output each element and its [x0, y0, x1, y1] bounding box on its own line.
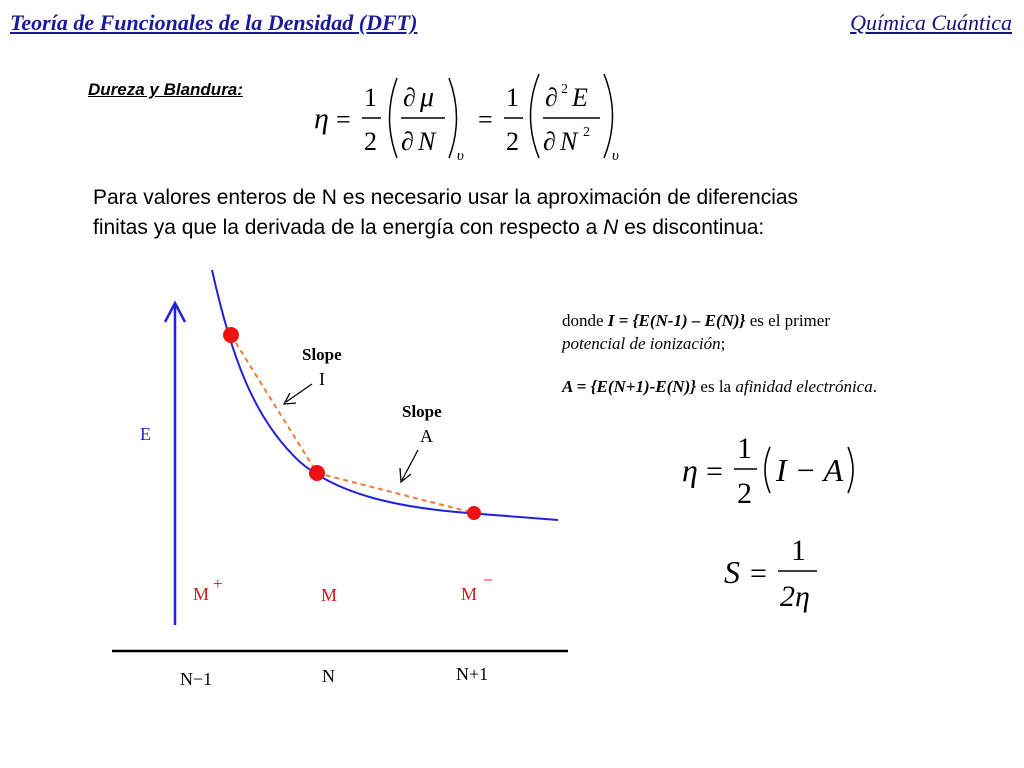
eq2-left-paren — [531, 74, 540, 158]
eq-eta: η — [314, 102, 329, 135]
softness-numerator: 1 — [791, 534, 806, 567]
eq2-N: N — [560, 127, 578, 156]
hardness-equation — [314, 74, 619, 164]
slope-A-word: Slope — [402, 402, 442, 421]
eq2-subscript: υ — [612, 148, 619, 164]
softness-lhs: S — [724, 554, 740, 590]
eta-formula-lhs: η — [682, 452, 698, 488]
species-M: M — [321, 585, 338, 605]
affinity-mid: es la — [696, 377, 736, 396]
energy-graph — [112, 270, 568, 689]
slide-title: Teoría de Funcionales de la Densidad (DFT) — [10, 10, 418, 35]
eq2-numerator: 1 — [506, 83, 519, 112]
ionization-end: ; — [720, 334, 726, 353]
species-M-minus-sup: − — [483, 570, 494, 590]
ionization-pre: donde — [562, 311, 608, 330]
eq-equals-1: = — [336, 105, 351, 134]
eq2-power-bottom: 2 — [583, 125, 590, 140]
energy-curve — [212, 270, 558, 520]
slope-A-secant — [317, 473, 474, 513]
species-M-plus-sup: + — [213, 574, 223, 593]
eq1-left-paren — [390, 78, 398, 158]
eq1-numerator: 1 — [364, 83, 377, 112]
affinity-formula: A = {E(N+1)-E(N)} — [562, 377, 697, 396]
eta-formula-body: I − A — [776, 452, 844, 488]
eta-formula-left-paren — [765, 447, 770, 493]
x-tick-label-n-minus-1: N−1 — [180, 669, 213, 689]
ionization-mid: es el primer — [745, 311, 830, 330]
eta-formula — [682, 432, 853, 510]
affinity-end: . — [872, 377, 877, 396]
intro-line-2-post: es discontinua: — [618, 216, 765, 239]
slope-A-letter: A — [420, 426, 433, 446]
x-tick-label-n: N — [322, 666, 335, 686]
softness-formula — [724, 534, 817, 613]
point-n — [309, 465, 325, 481]
eq2-E: E — [572, 83, 588, 112]
slope-I-letter: I — [319, 369, 325, 389]
ionization-term: potencial de ionización — [562, 334, 721, 353]
affinity-term: afinidad electrónica — [735, 377, 873, 396]
softness-denominator: 2η — [780, 580, 810, 613]
eq2-partial-top: ∂ — [545, 83, 558, 112]
eq1-N: N — [418, 127, 436, 156]
eta-formula-numerator: 1 — [737, 432, 752, 465]
eq1-partial-bottom: ∂ — [401, 127, 414, 156]
eq2-partial-bottom: ∂ — [543, 127, 556, 156]
eta-formula-right-paren — [848, 447, 853, 493]
eq1-denominator: 2 — [364, 127, 377, 156]
eq1-partial-top: ∂ — [403, 83, 416, 112]
slope-I-word: Slope — [302, 345, 342, 364]
intro-line-2-pre: finitas ya que la derivada de la energía con respecto a — [93, 216, 604, 239]
eq1-right-paren — [449, 78, 457, 158]
point-n-plus-1 — [467, 506, 481, 520]
slope-A-pointer-head — [400, 468, 411, 482]
eta-formula-denominator: 2 — [737, 477, 752, 510]
eq2-right-paren — [604, 74, 613, 158]
y-axis-label: E — [140, 424, 151, 444]
intro-line-1: Para valores enteros de N es necesario usar la aproximación de diferencias — [93, 186, 799, 209]
species-M-plus: M — [193, 584, 210, 604]
species-M-minus: M — [461, 584, 478, 604]
course-title: Química Cuántica — [850, 10, 1012, 35]
eta-formula-equals: = — [706, 455, 723, 488]
eq1-subscript: υ — [457, 148, 464, 164]
x-tick-label-n-plus-1: N+1 — [456, 664, 489, 684]
softness-equals: = — [750, 557, 767, 590]
eq2-denominator: 2 — [506, 127, 519, 156]
point-n-minus-1 — [223, 327, 239, 343]
eq2-power-top: 2 — [561, 82, 568, 97]
section-label: Dureza y Blandura: — [88, 80, 243, 99]
intro-line-2-var: N — [603, 216, 619, 239]
eq1-mu: μ — [420, 82, 435, 113]
eq-equals-2: = — [478, 105, 493, 134]
ionization-formula: I = {E(N-1) – E(N)} — [607, 311, 746, 330]
